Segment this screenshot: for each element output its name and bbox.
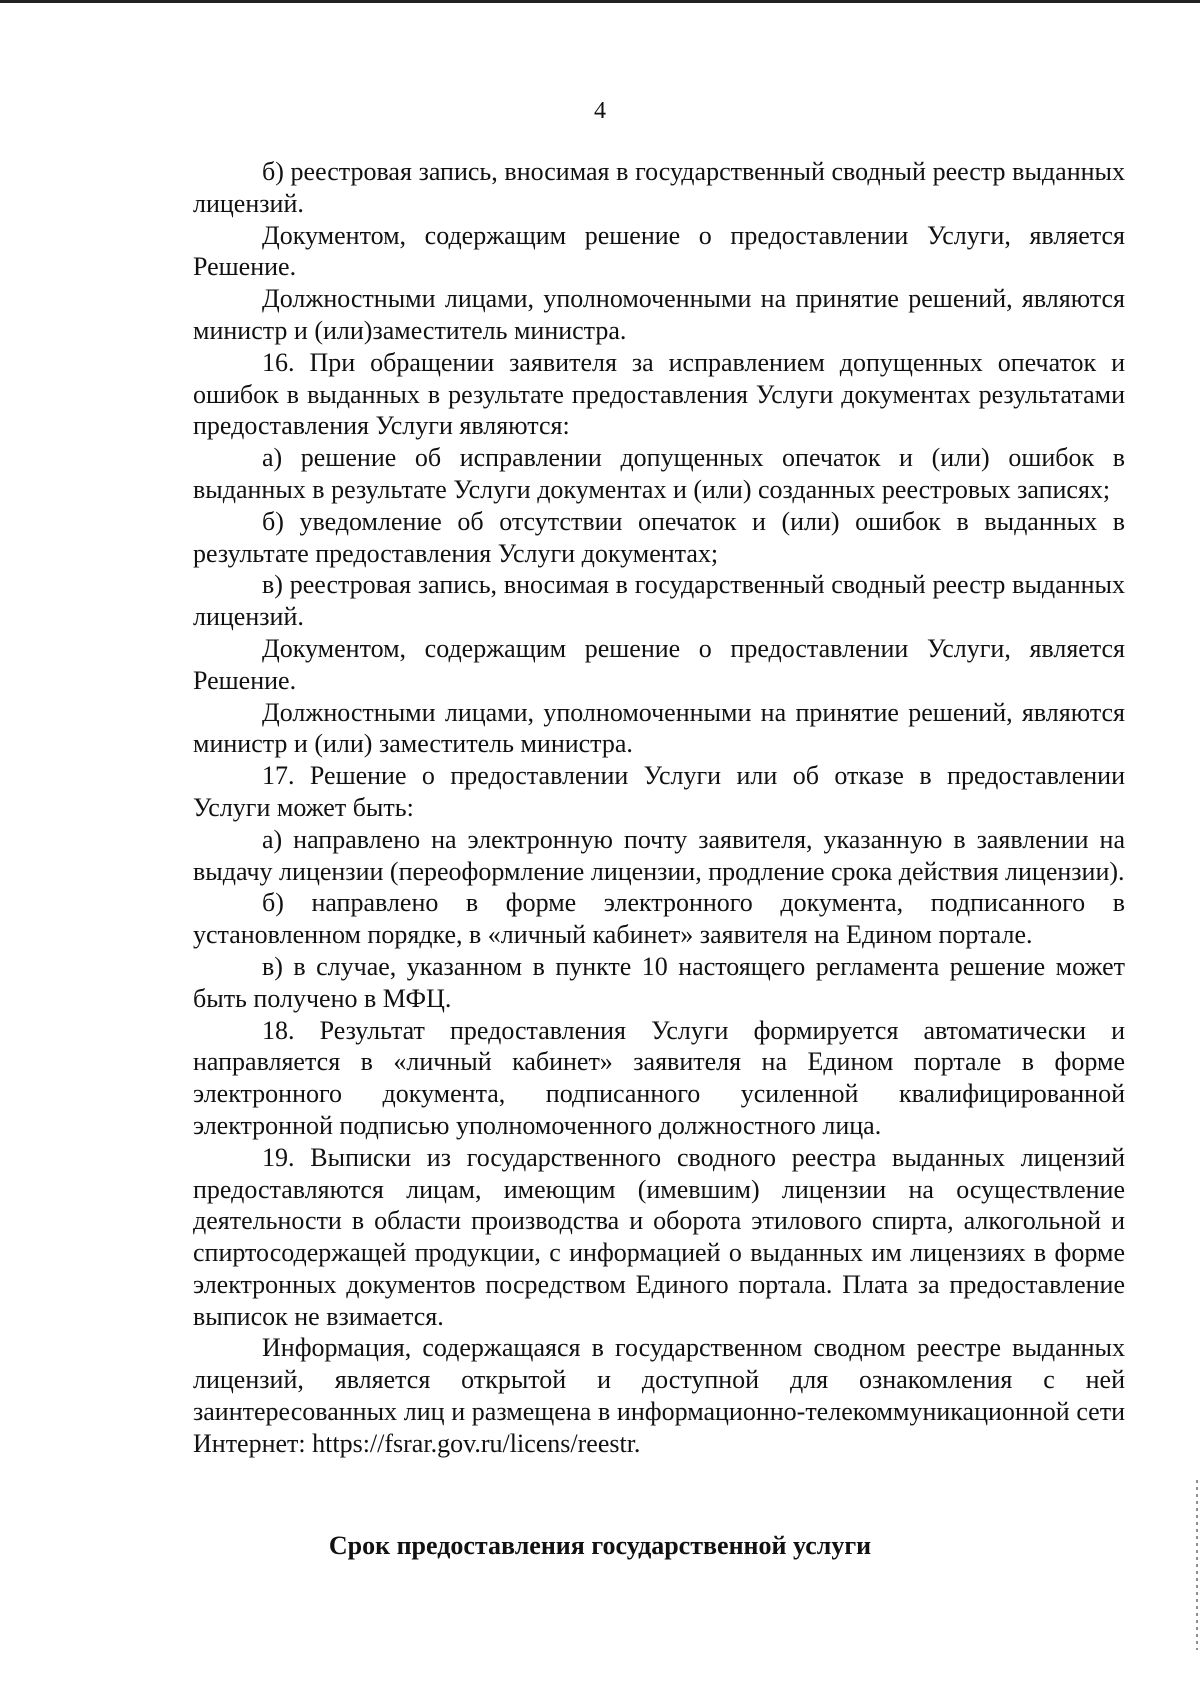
paragraph: 17. Решение о предоставлении Услуги или об отказе в предоставлении Услуги может быть: bbox=[193, 761, 1125, 822]
paragraph: 19. Выписки из государственного сводного реестра выданных лицензий предоставляются лицам, имеющим (имевшим) лицензии на осуществление деятельности в области производства и оборота этилового спирта, алкогольной и спиртосодержащей продукции, с информацией о выданных им лицензиях в форме электронных документов посредством Единого портала. Плата за предоставление выписок не взимается. bbox=[193, 1142, 1125, 1331]
paragraph: б) направлено в форме электронного документа, подписанного в установленном порядке, в «личный кабинет» заявителя на Едином портале. bbox=[193, 888, 1125, 950]
paragraph: а) направлено на электронную почту заявителя, указанную в заявлении на выдачу лицензии (переоформление лицензии, продление срока действия лицензии). bbox=[193, 824, 1125, 886]
paragraph: Должностными лицами, уполномоченными на принятие решений, являются министр и (или)заместитель министра. bbox=[193, 284, 1125, 345]
paragraph: Информация, содержащаяся в государственном сводном реестре выданных лицензий, является открытой и доступной для ознакомления с ней заинтересованных лиц и размещена в информационно-телекоммуникационной сети Интернет: https://fsrar.gov.ru/licens/reestr. bbox=[193, 1333, 1125, 1458]
paragraph: Документом, содержащим решение о предоставлении Услуги, является Решение. bbox=[193, 633, 1125, 695]
page-number: 4 bbox=[594, 98, 606, 124]
scan-top-border bbox=[0, 0, 1200, 3]
scan-edge-mark bbox=[1196, 1480, 1198, 1650]
paragraph: а) решение об исправлении допущенных опечаток и (или) ошибок в выданных в результате Услуги документах и (или) созданных реестровых записях; bbox=[193, 443, 1125, 504]
paragraph: 18. Результат предоставления Услуги формируется автоматически и направляется в «личный кабинет» заявителя на Едином портале в форме электронного документа, подписанного усиленной квалифицированной электронной подписью уполномоченного должностного лица. bbox=[193, 1015, 1125, 1140]
paragraph: Документом, содержащим решение о предоставлении Услуги, является Решение. bbox=[193, 220, 1125, 282]
paragraph: 16. При обращении заявителя за исправлением допущенных опечаток и ошибок в выданных в результате предоставления Услуги документах результатами предоставления Услуги являются: bbox=[193, 347, 1125, 441]
paragraph: Должностными лицами, уполномоченными на принятие решений, являются министр и (или) заместитель министра. bbox=[193, 697, 1125, 759]
paragraph: в) реестровая запись, вносимая в государственный сводный реестр выданных лицензий. bbox=[193, 570, 1125, 632]
paragraph: б) уведомление об отсутствии опечаток и (или) ошибок в выданных в результате предоставления Услуги документах; bbox=[193, 506, 1125, 568]
section-heading: Срок предоставления государственной услуги bbox=[328, 1531, 872, 1560]
paragraph: б) реестровая запись, вносимая в государственный сводный реестр выданных лицензий. bbox=[193, 157, 1125, 218]
paragraph: в) в случае, указанном в пункте 10 настоящего регламента решение может быть получено в МФЦ. bbox=[193, 951, 1125, 1013]
document-body bbox=[193, 156, 1125, 1460]
